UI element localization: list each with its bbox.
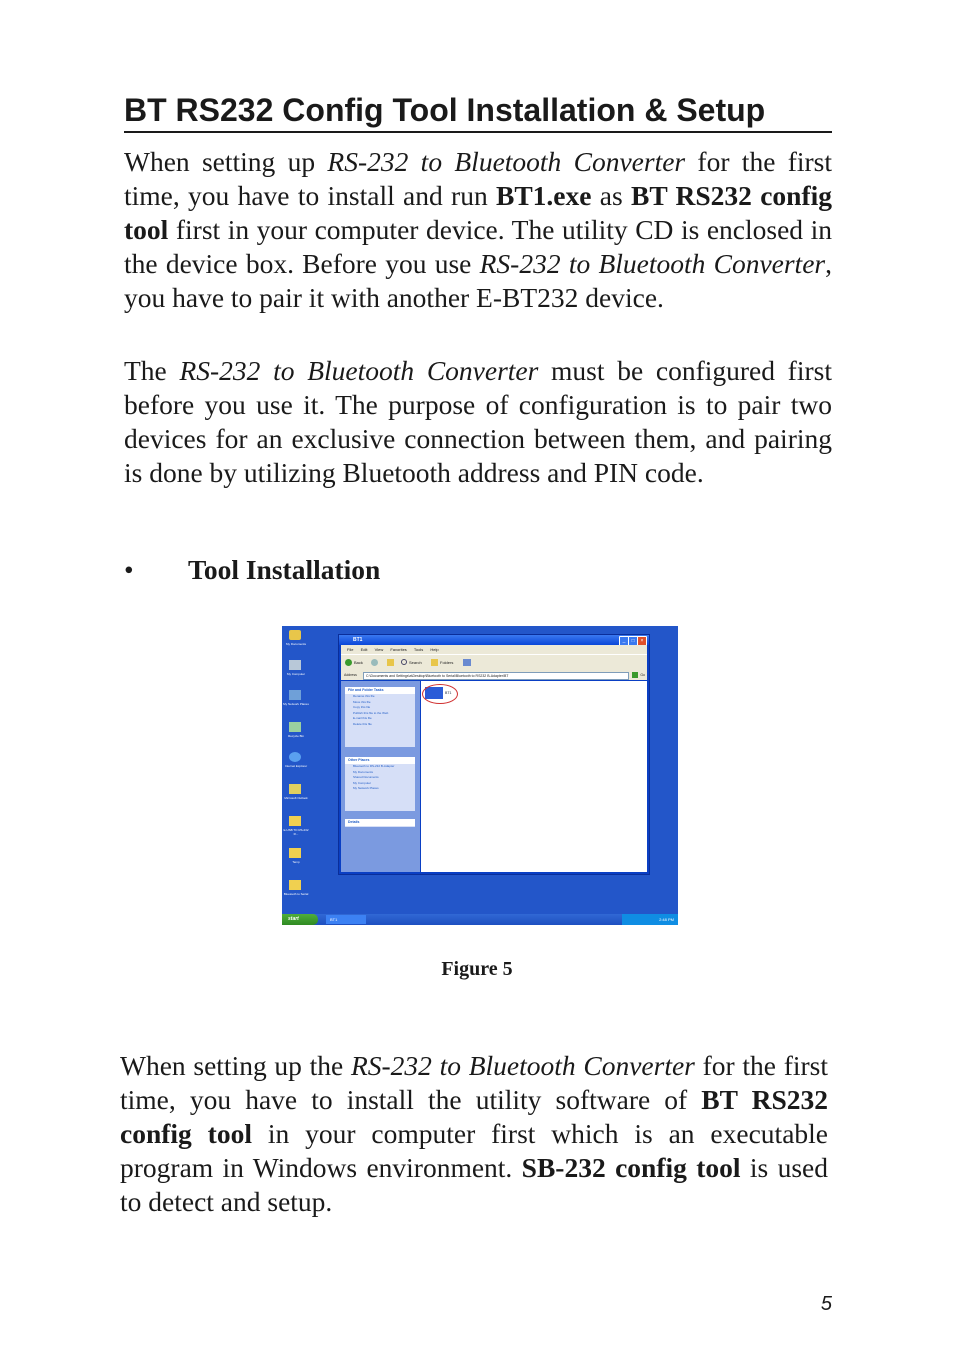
folders-button[interactable]: Folders: [440, 660, 454, 665]
my-computer-icon: [289, 660, 301, 670]
maximize-icon[interactable]: □: [628, 636, 638, 646]
desktop-icon-label: Microsoft Outlook: [284, 796, 308, 800]
back-icon[interactable]: [345, 659, 352, 666]
window-title: BT1: [353, 637, 363, 643]
bullet-point: •: [124, 554, 134, 585]
search-button[interactable]: Search: [409, 660, 422, 665]
setup-paragraph: [120, 1049, 828, 1219]
task-link[interactable]: Delete this file: [353, 721, 372, 726]
figure-caption: Figure 5: [441, 958, 513, 980]
task-pane: [341, 681, 420, 872]
panel-header[interactable]: Details: [345, 819, 415, 826]
place-link[interactable]: My Network Places: [353, 786, 379, 790]
section-title-tool-installation: Tool Installation: [188, 554, 381, 585]
task-link[interactable]: Publish this file to the Web: [353, 710, 389, 715]
address-input[interactable]: C:\Documents and Settings\a\Desktop\Bluetooth to Serial\Bluetooth to RS232 B-Adapter\BT: [363, 672, 629, 680]
desktop-icon-label: Bluetooth to Serial: [283, 892, 309, 896]
recycle-bin-icon: [289, 722, 301, 732]
desktop-icon-label: Temp: [292, 860, 300, 864]
my-documents-icon: [289, 630, 301, 640]
menu-favorites[interactable]: Favorites: [390, 647, 407, 652]
file-folder-tasks-panel: [345, 687, 415, 747]
text-run: for the first time, you have to install the utility software of: [120, 1050, 828, 1115]
file-name[interactable]: BT1: [445, 691, 452, 695]
text-run: as: [591, 180, 631, 211]
file-list-area: [421, 681, 647, 872]
text-run: in your computer first which is an executable program in Windows environment.: [120, 1118, 828, 1183]
close-icon[interactable]: ×: [637, 636, 647, 646]
address-label: Address: [344, 673, 357, 677]
system-tray: [622, 914, 678, 925]
menu-file[interactable]: File: [347, 647, 354, 652]
text-run: for the first time, you have to install and run: [124, 146, 833, 211]
menu-view[interactable]: View: [374, 647, 384, 652]
menu-tools[interactable]: Tools: [413, 647, 424, 652]
explorer-window: [338, 634, 650, 875]
outlook-icon: [289, 784, 301, 794]
panel-header[interactable]: File and Folder Tasks: [345, 687, 415, 694]
clock: 2:48 PM: [659, 917, 674, 922]
task-link[interactable]: Rename this file: [353, 694, 375, 698]
toolbar: [341, 654, 647, 671]
desktop-icon-label: Internet Explorer: [284, 764, 308, 768]
intro-paragraph: [124, 145, 832, 315]
italic-text: RS-232 to Bluetooth Converter: [179, 355, 539, 386]
task-link[interactable]: Copy this file: [353, 705, 371, 709]
desktop-icon-label: My Documents: [285, 642, 306, 646]
figure-screenshot: [282, 626, 678, 925]
italic-text: RS-232 to Bluetooth Converter: [479, 248, 826, 279]
start-button[interactable]: start: [282, 914, 318, 925]
desktop-icon-label: My Computer: [286, 672, 305, 676]
details-panel: [345, 819, 415, 827]
address-bar: [341, 670, 647, 680]
place-link[interactable]: Shared Documents: [353, 775, 379, 779]
window-titlebar: [339, 635, 649, 645]
search-icon[interactable]: [401, 659, 407, 665]
task-link[interactable]: E-mail this file: [353, 716, 372, 720]
text-run: is used to detect and setup.: [120, 1152, 828, 1217]
taskbar: [282, 914, 678, 925]
panel-header[interactable]: Other Places: [345, 757, 415, 764]
go-button[interactable]: Go: [640, 673, 645, 677]
internet-explorer-icon: [289, 752, 301, 762]
network-places-icon: [289, 690, 301, 700]
bold-text: SB-232 config tool: [521, 1152, 741, 1183]
text-run: When setting up: [124, 146, 328, 177]
folder-icon: [289, 848, 301, 858]
other-places-panel: [345, 757, 415, 811]
folders-icon[interactable]: [431, 659, 438, 666]
menu-help[interactable]: Help: [430, 647, 439, 652]
desktop-icon-label: Recycle Bin: [288, 734, 304, 738]
menu-edit[interactable]: Edit: [360, 647, 368, 652]
desktop-icon-label: E-USB TO RS-232 R...: [283, 828, 309, 836]
bold-text: BT RS232 config tool: [124, 180, 832, 245]
italic-text: RS-232 to Bluetooth Converter: [350, 1050, 695, 1081]
place-link[interactable]: Bluetooth to RS-232 B-Adapter: [353, 764, 395, 768]
up-folder-icon[interactable]: [387, 659, 394, 666]
page-heading: BT RS232 Config Tool Installation & Setup: [124, 90, 832, 133]
place-link[interactable]: My Documents: [353, 769, 374, 774]
forward-icon[interactable]: [371, 659, 378, 666]
configuration-paragraph: [124, 354, 832, 490]
minimize-icon[interactable]: _: [619, 636, 629, 646]
views-icon[interactable]: [463, 659, 471, 666]
text-run: first in your computer device. The utility CD is enclosed in the device box. Before you use: [124, 214, 832, 279]
italic-text: RS-232 to Bluetooth Converter: [327, 146, 686, 177]
page-number: 5: [820, 1293, 832, 1315]
task-link[interactable]: Move this file: [353, 699, 371, 704]
text-run: The: [124, 355, 180, 386]
bold-text: BT RS232 config tool: [120, 1084, 828, 1149]
menu-bar: [341, 645, 647, 654]
taskbar-window-button[interactable]: BT1: [326, 915, 366, 924]
folder-icon: [289, 816, 301, 826]
back-button[interactable]: Back: [354, 660, 363, 665]
bold-text: BT1.exe: [496, 180, 592, 211]
desktop-icon-label: My Network Places: [283, 702, 309, 706]
text-run: must be configured first before you use it. The purpose of configuration is to pair two devices for an exclusive connection between them, and pairing is done by utilizing Bluetooth address and PIN code.: [124, 355, 832, 488]
text-run: When setting up the: [120, 1050, 351, 1081]
place-link[interactable]: My Computer: [353, 780, 372, 785]
folder-icon: [289, 880, 301, 890]
highlight-circle: [422, 684, 458, 704]
text-run: , you have to pair it with another E-BT232 device.: [124, 248, 832, 313]
go-arrow-icon[interactable]: [632, 672, 638, 678]
